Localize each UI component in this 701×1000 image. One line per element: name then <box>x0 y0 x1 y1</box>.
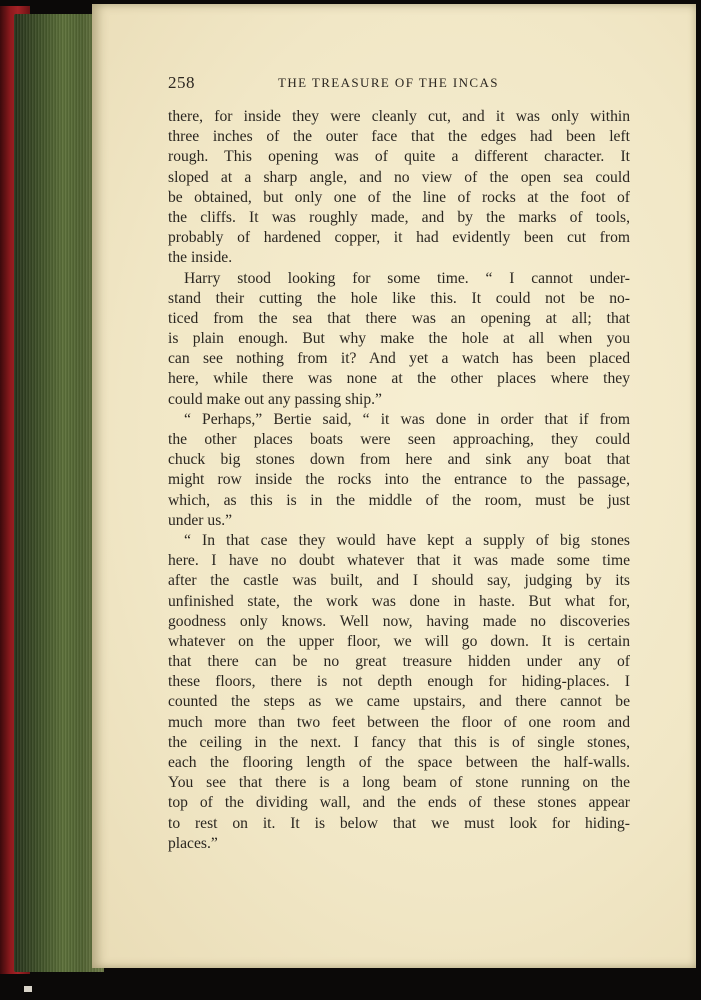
text-line: three inches of the outer face that the edges had been left <box>168 128 630 146</box>
text-line: top of the dividing wall, and the ends of these stones appear <box>168 794 630 812</box>
text-line: which, as this is in the middle of the room, must be just <box>168 491 630 509</box>
text-line: there, for inside they were cleanly cut, and it was only within <box>168 108 630 125</box>
text-line: the cliffs. It was roughly made, and by the marks of tools, <box>168 208 630 226</box>
text-line: be obtained, but only one of the line of rocks at the foot of <box>168 188 630 206</box>
text-line: much more than two feet between the floor of one room and <box>168 713 630 731</box>
text-line: can see nothing from it? And yet a watch has been placed <box>168 350 630 368</box>
text-line: is plain enough. But why make the hole at all when you <box>168 330 630 348</box>
text-line: places.” <box>168 834 218 852</box>
text-line: sloped at a sharp angle, and no view of the open sea could <box>168 168 630 186</box>
text-line: that there can be no great treasure hidden under any of <box>168 653 630 671</box>
text-line: goodness only knows. Well now, having made no discoveries <box>168 612 630 630</box>
text-line: here. I have no doubt whatever that it was made some time <box>168 552 630 570</box>
text-line: whatever on the upper floor, we will go down. It is certain <box>168 632 630 650</box>
text-line: You see that there is a long beam of stone running on the <box>168 774 630 792</box>
page-header <box>168 73 630 97</box>
text-line: under us.” <box>168 511 233 529</box>
text-line: here, while there was none at the other places where they <box>168 370 630 388</box>
text-line: might row inside the rocks into the entrance to the passage, <box>168 471 630 489</box>
text-line: stand their cutting the hole like this. It could not be no- <box>168 289 630 307</box>
text-line: “ Perhaps,” Bertie said, “ it was done in order that if from <box>184 410 630 428</box>
text-line: the inside. <box>168 249 233 267</box>
text-line: “ In that case they would have kept a supply of big stones <box>184 531 630 549</box>
text-line: after the castle was built, and I should say, judging by its <box>168 572 630 590</box>
text-line: the other places boats were seen approaching, they could <box>168 431 630 448</box>
text-line: these floors, there is not depth enough for hiding-places. I <box>168 673 630 691</box>
text-line: Harry stood looking for some time. “ I cannot under- <box>184 269 630 287</box>
text-line: the ceiling in the next. I fancy that this is of single stones, <box>168 733 630 751</box>
text-line: probably of hardened copper, it had evidently been cut from <box>168 229 630 247</box>
running-title: THE TREASURE OF THE INCAS <box>278 75 499 90</box>
text-line: could make out any passing ship.” <box>168 390 382 408</box>
text-line: to rest on it. It is below that we must look for hiding- <box>168 814 630 832</box>
text-line: counted the steps as we came upstairs, and there cannot be <box>168 693 630 711</box>
page-number: 258 <box>168 73 195 92</box>
scan-mark <box>24 986 32 992</box>
text-line: chuck big stones down from here and sink any boat that <box>168 451 630 469</box>
body-text <box>168 107 630 854</box>
text-line: ticed from the sea that there was an opening at all; that <box>168 309 630 327</box>
text-line: each the flooring length of the space between the half-walls. <box>168 754 630 771</box>
page-stack-edge <box>14 14 104 972</box>
text-line: unfinished state, the work was done in haste. But what for, <box>168 592 630 610</box>
text-line: rough. This opening was of quite a different character. It <box>168 148 630 166</box>
